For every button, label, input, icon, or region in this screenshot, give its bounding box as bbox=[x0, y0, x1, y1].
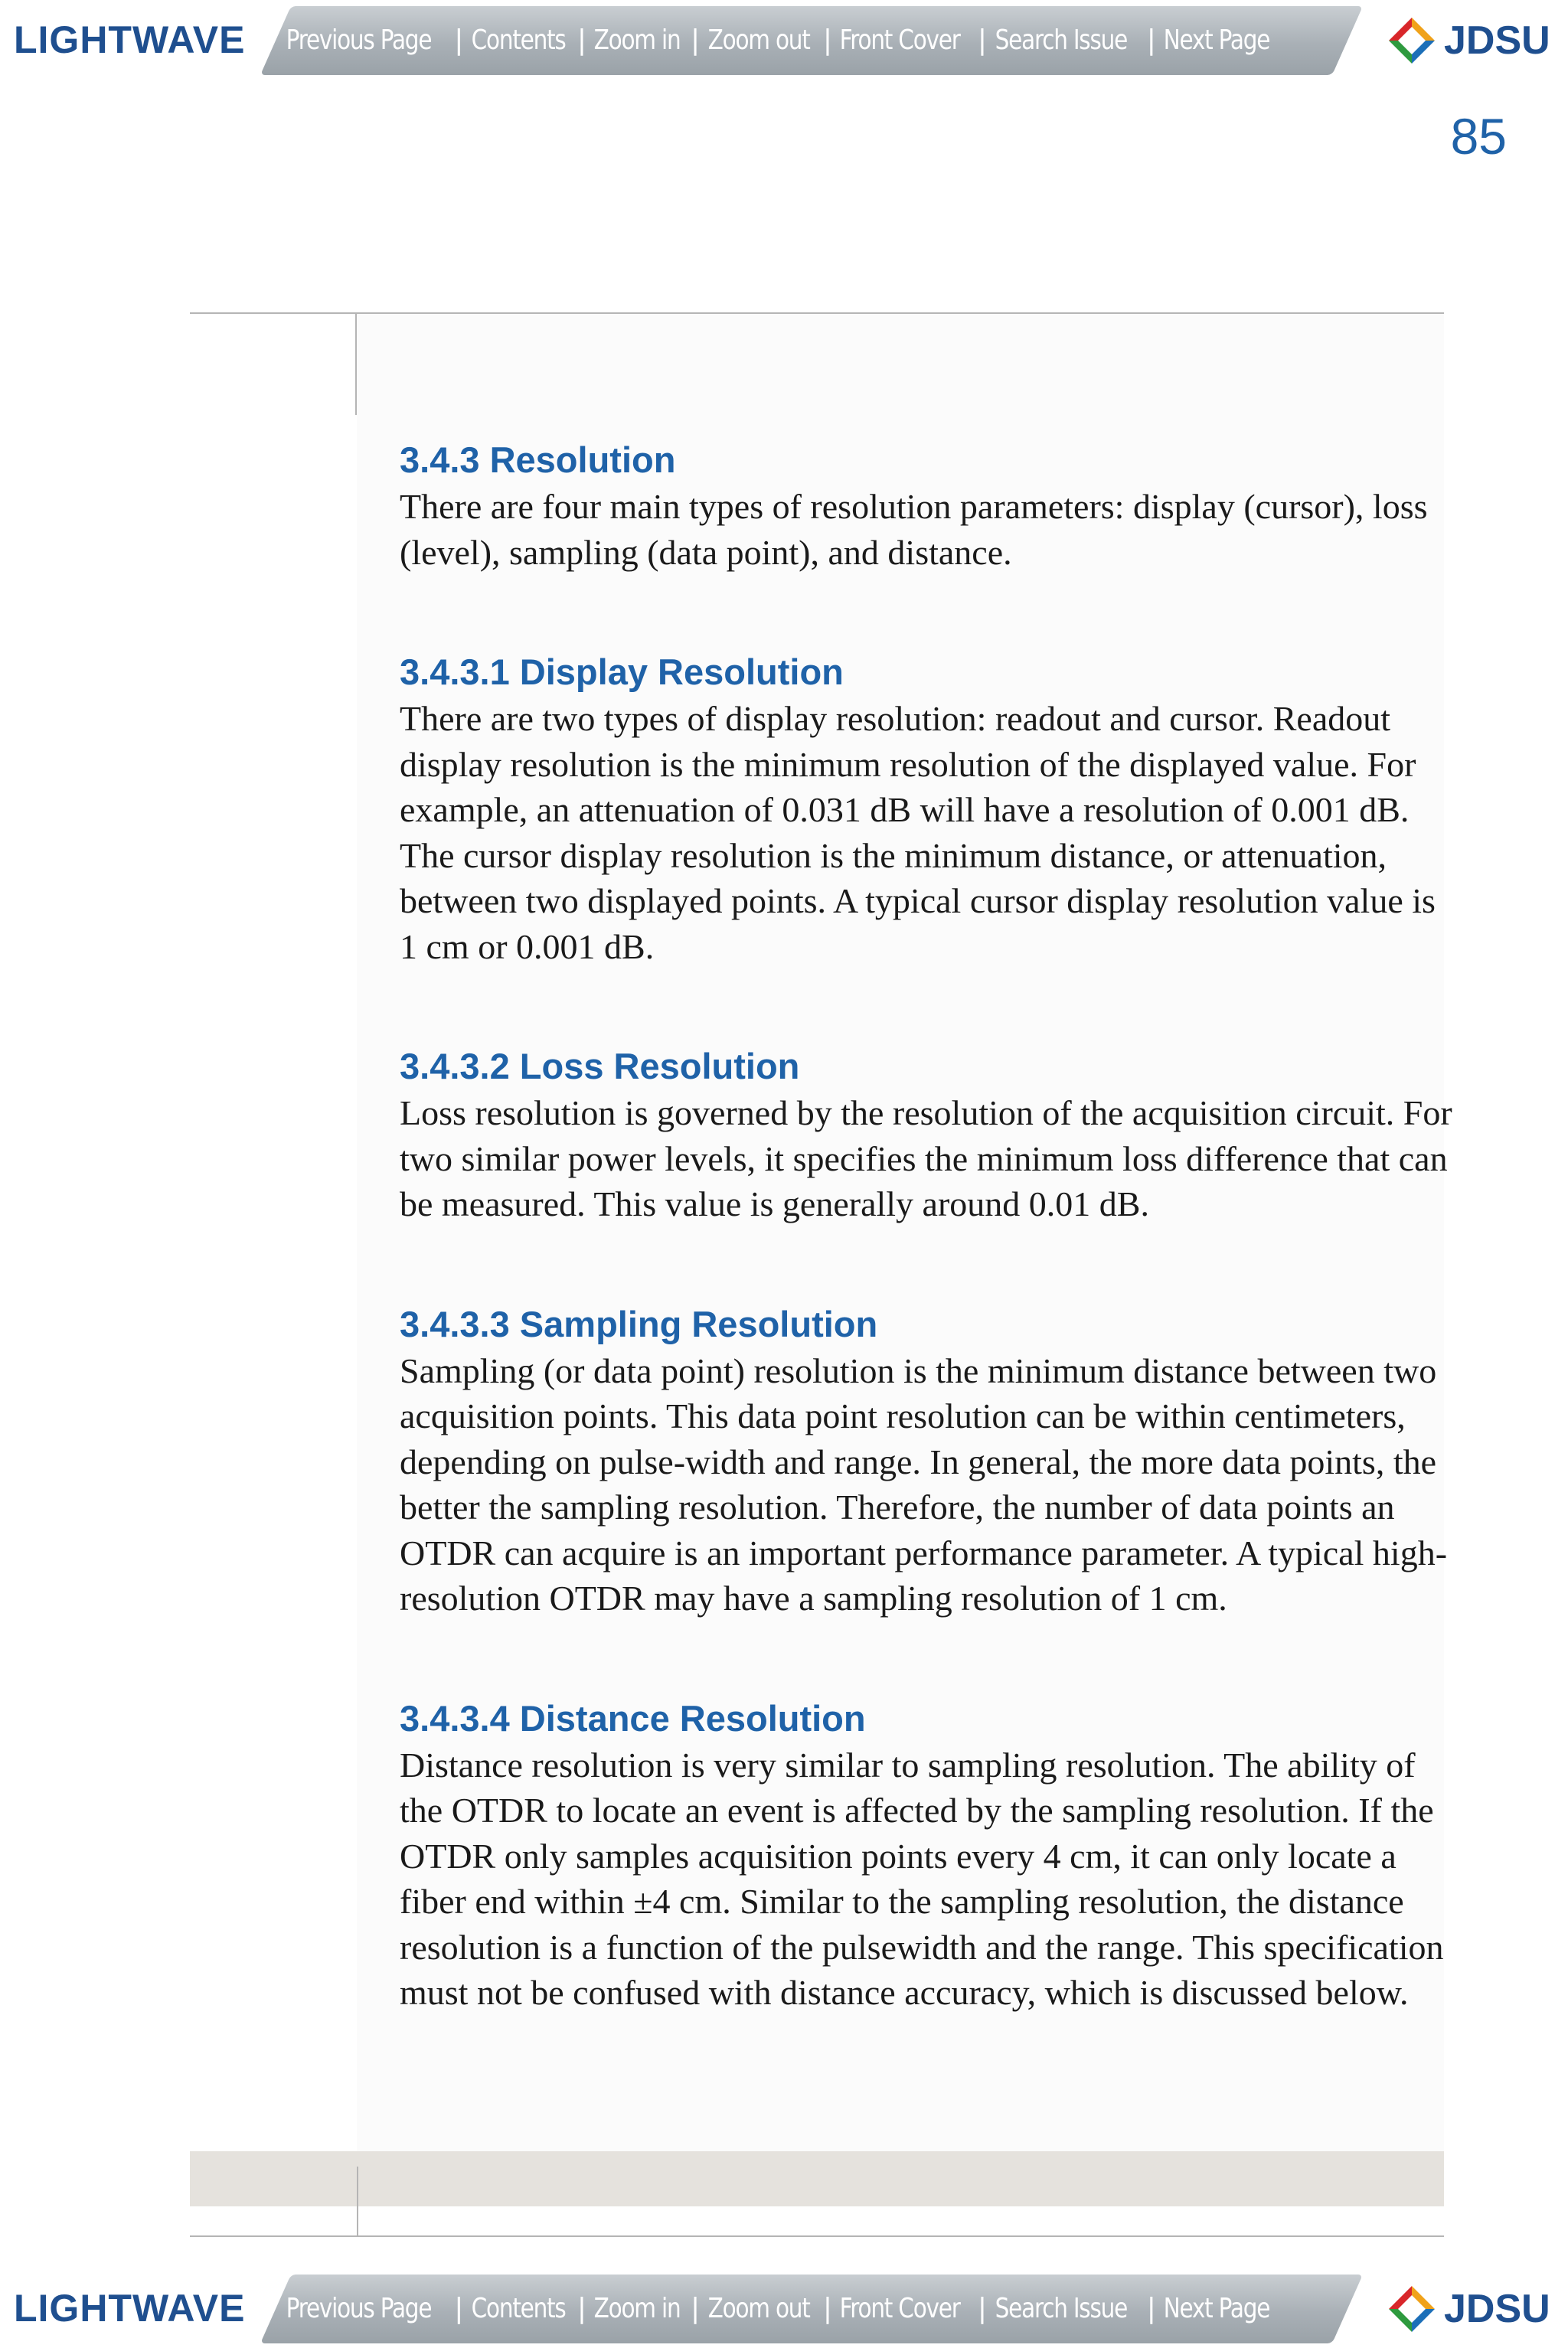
brand-logo-lightwave[interactable]: LIGHTWAVE bbox=[14, 2287, 246, 2330]
previous-page-link[interactable]: Previous Page bbox=[286, 2292, 432, 2324]
bottom-margin-line bbox=[357, 2167, 358, 2237]
nav-separator: | bbox=[977, 24, 986, 56]
zoom-in-link[interactable]: Zoom in bbox=[594, 2292, 681, 2324]
nav-separator: | bbox=[1146, 2292, 1155, 2324]
footer-band bbox=[190, 2151, 1444, 2206]
zoom-in-link[interactable]: Zoom in bbox=[594, 24, 681, 56]
nav-separator: | bbox=[454, 2292, 462, 2324]
jdsu-logo[interactable] bbox=[1387, 2285, 1550, 2333]
next-page-link[interactable]: Next Page bbox=[1164, 2292, 1270, 2324]
nav-separator: | bbox=[977, 2292, 986, 2324]
page-number: 85 bbox=[1450, 108, 1507, 165]
contents-link[interactable]: Contents bbox=[471, 2292, 566, 2324]
contents-link[interactable]: Contents bbox=[471, 24, 566, 56]
search-issue-link[interactable]: Search Issue bbox=[995, 24, 1127, 56]
nav-separator: | bbox=[454, 24, 462, 56]
nav-separator: | bbox=[691, 24, 699, 56]
section-sampling-resolution bbox=[400, 1301, 1456, 1621]
section-paragraph: Loss resolution is governed by the resolution of the acquisition circuit. For two similar power levels, it specifies the minimum loss difference that can be measured. This value is generally around 0.01 dB. bbox=[400, 1093, 1452, 1223]
article-body bbox=[400, 436, 1456, 2089]
brand-logo-lightwave[interactable]: LIGHTWAVE bbox=[14, 18, 246, 61]
section-resolution bbox=[400, 436, 1456, 575]
section-heading: 3.4.3.1 Display Resolution bbox=[400, 651, 844, 692]
nav-separator: | bbox=[1146, 24, 1155, 56]
jdsu-diamond-icon bbox=[1387, 16, 1436, 65]
section-loss-resolution bbox=[400, 1043, 1456, 1227]
previous-page-link[interactable]: Previous Page bbox=[286, 24, 432, 56]
search-issue-link[interactable]: Search Issue bbox=[995, 2292, 1127, 2324]
jdsu-logo[interactable] bbox=[1387, 17, 1550, 64]
jdsu-diamond-icon bbox=[1387, 2284, 1436, 2333]
section-heading: 3.4.3.2 Loss Resolution bbox=[400, 1046, 800, 1086]
logo-text: JDSU bbox=[1444, 2287, 1550, 2331]
section-distance-resolution bbox=[400, 1695, 1456, 2016]
next-page-link[interactable]: Next Page bbox=[1164, 24, 1270, 56]
zoom-out-link[interactable]: Zoom out bbox=[707, 24, 810, 56]
front-cover-link[interactable]: Front Cover bbox=[840, 24, 961, 56]
section-heading: 3.4.3.4 Distance Resolution bbox=[400, 1697, 866, 1739]
section-paragraph: Sampling (or data point) resolution is the minimum distance between two acquisition points. This data point resolution can be within centimeters, depending on pulse-width and range. In general, the more data points, the better the sampling resolution. Therefore, the number of data points an OTDR can acquire is an important performance parameter. A typical high-resolution OTDR may have a sampling resolution of 1 cm. bbox=[400, 1350, 1448, 1618]
nav-separator: | bbox=[822, 2292, 831, 2324]
nav-separator: | bbox=[577, 2292, 586, 2324]
section-heading: 3.4.3.3 Sampling Resolution bbox=[400, 1303, 878, 1344]
section-paragraph: Distance resolution is very similar to sampling resolution. The ability of the OTDR to locate an event is affected by the sampling resolution. If the OTDR only samples acquisition points every 4 cm, it can only locate a fiber end within ±4 cm. Similar to the sampling resolution, the distance resolution is a function of the pulsewidth and the range. This specification must not be confused with distance accuracy, which is discussed below. bbox=[400, 1745, 1444, 2012]
bottom-divider bbox=[190, 2235, 1444, 2237]
nav-links bbox=[285, 17, 1295, 63]
nav-separator: | bbox=[822, 24, 831, 56]
section-paragraph: There are four main types of resolution parameters: display (cursor), loss (level), sampling (data point), and distance. bbox=[400, 487, 1428, 572]
bottom-navigation-bar bbox=[0, 2268, 1568, 2348]
section-heading: 3.4.3 Resolution bbox=[400, 439, 676, 480]
front-cover-link[interactable]: Front Cover bbox=[840, 2292, 961, 2324]
top-navigation-bar bbox=[0, 0, 1568, 80]
nav-links bbox=[285, 2285, 1295, 2331]
nav-separator: | bbox=[577, 24, 586, 56]
zoom-out-link[interactable]: Zoom out bbox=[707, 2292, 810, 2324]
section-display-resolution bbox=[400, 648, 1456, 969]
nav-separator: | bbox=[691, 2292, 699, 2324]
logo-text: JDSU bbox=[1444, 18, 1550, 63]
section-paragraph: There are two types of display resolution: readout and cursor. Readout display resolution is the minimum resolution of the displayed value. For example, an attenuation of 0.031 dB will have a resolution of 0.001 dB. The cursor display resolution is the minimum distance, or attenuation, between two displayed points. A typical cursor display resolution value is 1 cm or 0.001 dB. bbox=[400, 699, 1436, 966]
